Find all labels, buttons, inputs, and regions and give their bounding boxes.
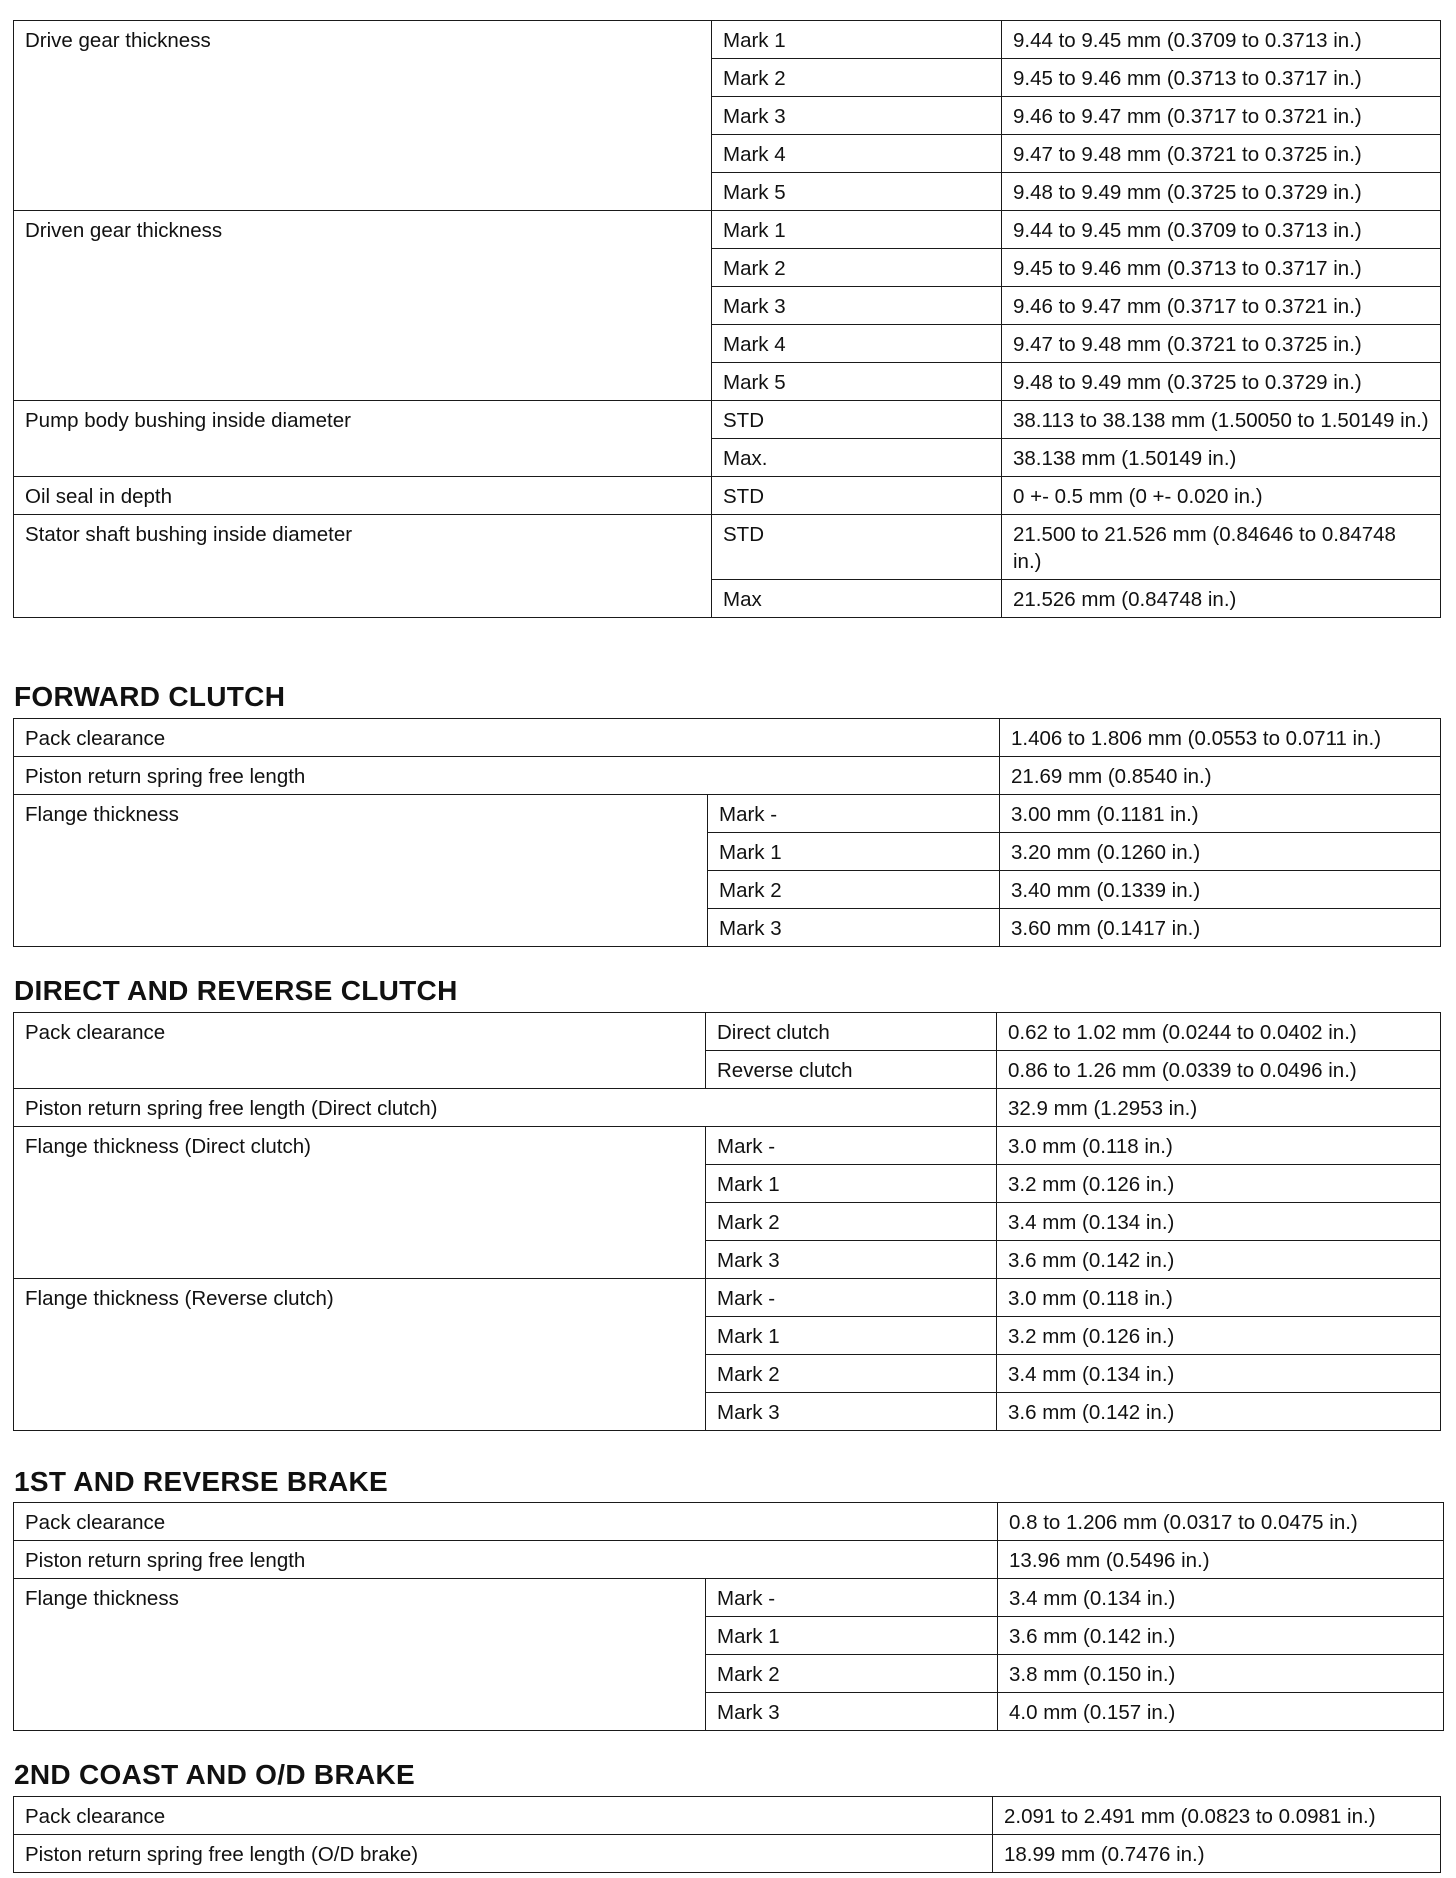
table-row xyxy=(14,1835,1441,1873)
spec-label: Pack clearance xyxy=(14,719,1000,757)
spec-label: Driven gear thickness xyxy=(14,211,712,401)
first-reverse-brake-spec-table xyxy=(13,1502,1444,1731)
table-row xyxy=(14,1127,1441,1165)
spec-value: 9.46 to 9.47 mm (0.3717 to 0.3721 in.) xyxy=(1002,287,1441,325)
spec-label: Flange thickness xyxy=(14,795,708,947)
spec-value: 3.2 mm (0.126 in.) xyxy=(997,1165,1441,1203)
spec-sub-label: Mark 3 xyxy=(706,1393,997,1431)
spec-label: Pump body bushing inside diameter xyxy=(14,401,712,477)
spec-label: Pack clearance xyxy=(14,1013,706,1089)
spec-label: Piston return spring free length xyxy=(14,1541,998,1579)
spec-sub-label: Reverse clutch xyxy=(706,1051,997,1089)
spec-value: 21.500 to 21.526 mm (0.84646 to 0.84748 in.) xyxy=(1002,515,1441,580)
spec-sub-label: Mark 1 xyxy=(706,1317,997,1355)
section-title-2nd-coast-od-brake: 2ND COAST AND O/D BRAKE xyxy=(14,1759,415,1790)
spec-sub-label: Mark 3 xyxy=(706,1241,997,1279)
table-row xyxy=(14,795,1441,833)
spec-label: Oil seal in depth xyxy=(14,477,712,515)
spec-sub-label: Mark 1 xyxy=(708,833,1000,871)
pump-spec-table xyxy=(13,20,1441,618)
spec-sub-label: Max. xyxy=(712,439,1002,477)
spec-value: 21.69 mm (0.8540 in.) xyxy=(1000,757,1441,795)
section-title-forward-clutch: FORWARD CLUTCH xyxy=(14,681,286,712)
table-row xyxy=(14,401,1441,439)
table-row xyxy=(14,1503,1444,1541)
spec-value: 9.45 to 9.46 mm (0.3713 to 0.3717 in.) xyxy=(1002,249,1441,287)
spec-label: Flange thickness (Reverse clutch) xyxy=(14,1279,706,1431)
spec-value: 3.4 mm (0.134 in.) xyxy=(998,1579,1444,1617)
spec-sub-label: STD xyxy=(712,401,1002,439)
table-row xyxy=(14,477,1441,515)
spec-value: 9.47 to 9.48 mm (0.3721 to 0.3725 in.) xyxy=(1002,325,1441,363)
spec-sub-label: Mark 1 xyxy=(706,1165,997,1203)
section-title-1st-reverse-brake: 1ST AND REVERSE BRAKE xyxy=(14,1466,388,1497)
table-row xyxy=(14,1797,1441,1835)
spec-sub-label: Mark 2 xyxy=(706,1203,997,1241)
spec-value: 9.45 to 9.46 mm (0.3713 to 0.3717 in.) xyxy=(1002,59,1441,97)
spec-sub-label: Mark 2 xyxy=(708,871,1000,909)
spec-sub-label: Mark - xyxy=(706,1279,997,1317)
spec-value: 38.138 mm (1.50149 in.) xyxy=(1002,439,1441,477)
second-coast-od-brake-spec-table xyxy=(13,1796,1441,1873)
spec-sub-label: Mark 5 xyxy=(712,173,1002,211)
spec-sub-label: Mark 3 xyxy=(708,909,1000,947)
spec-value: 9.44 to 9.45 mm (0.3709 to 0.3713 in.) xyxy=(1002,211,1441,249)
spec-value: 9.46 to 9.47 mm (0.3717 to 0.3721 in.) xyxy=(1002,97,1441,135)
spec-label: Flange thickness (Direct clutch) xyxy=(14,1127,706,1279)
spec-value: 3.8 mm (0.150 in.) xyxy=(998,1655,1444,1693)
spec-label: Pack clearance xyxy=(14,1503,998,1541)
spec-value: 0.8 to 1.206 mm (0.0317 to 0.0475 in.) xyxy=(998,1503,1444,1541)
spec-value: 21.526 mm (0.84748 in.) xyxy=(1002,580,1441,618)
spec-value: 9.44 to 9.45 mm (0.3709 to 0.3713 in.) xyxy=(1002,21,1441,59)
spec-label: Piston return spring free length xyxy=(14,757,1000,795)
table-row xyxy=(14,1089,1441,1127)
spec-label: Drive gear thickness xyxy=(14,21,712,211)
spec-value: 4.0 mm (0.157 in.) xyxy=(998,1693,1444,1731)
table-row xyxy=(14,21,1441,59)
spec-sub-label: Mark 2 xyxy=(712,59,1002,97)
forward-clutch-spec-table xyxy=(13,718,1441,947)
table-row xyxy=(14,515,1441,580)
table-row xyxy=(14,719,1441,757)
spec-sub-label: Mark 3 xyxy=(712,97,1002,135)
spec-value: 3.00 mm (0.1181 in.) xyxy=(1000,795,1441,833)
spec-value: 3.0 mm (0.118 in.) xyxy=(997,1279,1441,1317)
spec-value: 18.99 mm (0.7476 in.) xyxy=(993,1835,1441,1873)
spec-sub-label: Mark 2 xyxy=(706,1655,998,1693)
spec-value: 0.62 to 1.02 mm (0.0244 to 0.0402 in.) xyxy=(997,1013,1441,1051)
spec-sub-label: Mark - xyxy=(706,1127,997,1165)
spec-sub-label: Mark - xyxy=(706,1579,998,1617)
spec-value: 0 +- 0.5 mm (0 +- 0.020 in.) xyxy=(1002,477,1441,515)
spec-value: 9.47 to 9.48 mm (0.3721 to 0.3725 in.) xyxy=(1002,135,1441,173)
table-row xyxy=(14,757,1441,795)
table-row xyxy=(14,211,1441,249)
spec-value: 3.6 mm (0.142 in.) xyxy=(997,1393,1441,1431)
spec-sub-label: Direct clutch xyxy=(706,1013,997,1051)
spec-label: Piston return spring free length (Direct clutch) xyxy=(14,1089,997,1127)
spec-sub-label: Mark 2 xyxy=(712,249,1002,287)
table-row xyxy=(14,1541,1444,1579)
spec-label: Stator shaft bushing inside diameter xyxy=(14,515,712,618)
spec-sub-label: Mark 4 xyxy=(712,135,1002,173)
table-row xyxy=(14,1279,1441,1317)
spec-sub-label: STD xyxy=(712,477,1002,515)
spec-value: 13.96 mm (0.5496 in.) xyxy=(998,1541,1444,1579)
spec-sub-label: Mark - xyxy=(708,795,1000,833)
spec-value: 3.0 mm (0.118 in.) xyxy=(997,1127,1441,1165)
spec-label: Flange thickness xyxy=(14,1579,706,1731)
spec-sub-label: Max xyxy=(712,580,1002,618)
spec-value: 9.48 to 9.49 mm (0.3725 to 0.3729 in.) xyxy=(1002,363,1441,401)
spec-sub-label: Mark 1 xyxy=(706,1617,998,1655)
spec-sub-label: STD xyxy=(712,515,1002,580)
spec-value: 0.86 to 1.26 mm (0.0339 to 0.0496 in.) xyxy=(997,1051,1441,1089)
section-title-direct-reverse-clutch: DIRECT AND REVERSE CLUTCH xyxy=(14,975,458,1006)
spec-value: 2.091 to 2.491 mm (0.0823 to 0.0981 in.) xyxy=(993,1797,1441,1835)
spec-label: Pack clearance xyxy=(14,1797,993,1835)
spec-value: 3.60 mm (0.1417 in.) xyxy=(1000,909,1441,947)
spec-value: 1.406 to 1.806 mm (0.0553 to 0.0711 in.) xyxy=(1000,719,1441,757)
spec-value: 3.2 mm (0.126 in.) xyxy=(997,1317,1441,1355)
spec-value: 3.4 mm (0.134 in.) xyxy=(997,1203,1441,1241)
spec-value: 9.48 to 9.49 mm (0.3725 to 0.3729 in.) xyxy=(1002,173,1441,211)
spec-value: 3.6 mm (0.142 in.) xyxy=(997,1241,1441,1279)
spec-sub-label: Mark 4 xyxy=(712,325,1002,363)
spec-value: 3.4 mm (0.134 in.) xyxy=(997,1355,1441,1393)
spec-value: 3.20 mm (0.1260 in.) xyxy=(1000,833,1441,871)
spec-value: 32.9 mm (1.2953 in.) xyxy=(997,1089,1441,1127)
spec-value: 3.40 mm (0.1339 in.) xyxy=(1000,871,1441,909)
spec-sub-label: Mark 2 xyxy=(706,1355,997,1393)
spec-value: 38.113 to 38.138 mm (1.50050 to 1.50149 in.) xyxy=(1002,401,1441,439)
spec-label: Piston return spring free length (O/D brake) xyxy=(14,1835,993,1873)
table-row xyxy=(14,1579,1444,1617)
spec-sub-label: Mark 5 xyxy=(712,363,1002,401)
table-row xyxy=(14,1013,1441,1051)
direct-reverse-clutch-spec-table xyxy=(13,1012,1441,1431)
spec-value: 3.6 mm (0.142 in.) xyxy=(998,1617,1444,1655)
spec-sub-label: Mark 3 xyxy=(712,287,1002,325)
spec-sub-label: Mark 1 xyxy=(712,21,1002,59)
spec-sub-label: Mark 3 xyxy=(706,1693,998,1731)
spec-sub-label: Mark 1 xyxy=(712,211,1002,249)
